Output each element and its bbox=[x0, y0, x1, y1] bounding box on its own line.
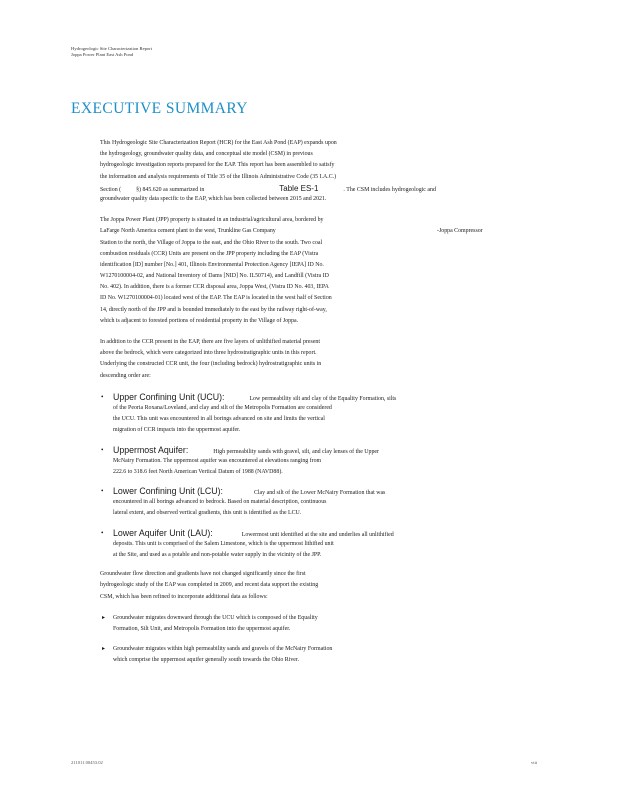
bullet-icon: • bbox=[101, 392, 104, 401]
text-line bbox=[113, 445, 500, 456]
list-item-flow-aquifer bbox=[100, 644, 500, 666]
paragraph-groundwater-flow bbox=[100, 569, 500, 603]
text-line: the information and analysis requirements of Title 35 of the Illinois Administrative Code (35 I.A.C.) bbox=[100, 173, 337, 180]
text-line: CSM, which has been refined to incorporate additional data as follows: bbox=[100, 593, 268, 600]
text-line: combustion residuals (CCR) Units are present on the JPP property including the EAP (Vistra bbox=[100, 250, 319, 257]
text-line bbox=[113, 392, 500, 403]
text-line: descending order are: bbox=[100, 372, 151, 379]
text-line: Underlying the constructed CCR unit, the four (including bedrock) hydrostratigraphic units in bbox=[100, 361, 322, 368]
paragraph-hydrostratigraphy bbox=[100, 337, 500, 382]
text-line: Station to the north, the Village of Joppa to the east, and the Ohio River to the south. Two coal bbox=[100, 239, 323, 246]
text-line: the UCU. This unit was encountered in all borings advanced on site and limits the vertical bbox=[113, 416, 325, 423]
unit-heading: Uppermost Aquifer: bbox=[113, 444, 189, 455]
flow-list bbox=[100, 613, 500, 667]
text-fragment: . The CSM includes hydrogeologic and bbox=[343, 186, 436, 193]
text-line: 14, directly north of the JPP and is bounded immediately to the east by the railway right-of-way, bbox=[100, 306, 327, 313]
header-report-title: Hydrogeologic Site Characterization Report bbox=[71, 46, 153, 51]
text-line: ID No. W1270100004-01) located west of the EAP. The EAP is located in the west half of Section bbox=[100, 295, 332, 302]
text-fragment: LaFarge North America cement plant to the west, Trunkline Gas Company bbox=[100, 228, 276, 235]
unit-list bbox=[100, 392, 500, 561]
bullet-icon: • bbox=[101, 528, 104, 537]
bullet-icon: • bbox=[101, 445, 104, 454]
table-reference-link[interactable]: Table ES-1 bbox=[279, 183, 319, 193]
list-item-lcu bbox=[100, 486, 500, 520]
running-header bbox=[71, 46, 152, 58]
text-line: Groundwater migrates downward through the UCU which is composed of the Equality bbox=[113, 614, 318, 621]
unit-heading: Upper Confining Unit (UCU): bbox=[113, 391, 225, 402]
unit-heading: Lower Confining Unit (LCU): bbox=[113, 486, 224, 497]
text-line: identification [ID] number [No.] 401, Illinois Environmental Protection Agency [IEPA] ID No. bbox=[100, 261, 324, 268]
list-item-flow-ucu bbox=[100, 613, 500, 635]
text-line: the hydrogeology, groundwater quality data, and conceptual site model (CSM) in previous bbox=[100, 151, 313, 158]
text-line: Groundwater flow direction and gradients have not changed significantly since the first bbox=[100, 571, 306, 578]
list-item-uppermost-aquifer bbox=[100, 445, 500, 479]
text-line: above the bedrock, which were categorized into three hydrostratigraphic units in this report. bbox=[100, 350, 317, 357]
text-line: hydrogeologic study of the EAP was completed in 2009, and recent data support the existing bbox=[100, 582, 319, 589]
paragraph-site-setting bbox=[100, 215, 500, 327]
text-line bbox=[100, 183, 500, 194]
text-line: No. 402). In addition, there is a former CCR disposal area, Joppa West, (Vistra ID No. 403, IEPA bbox=[100, 284, 329, 291]
section-reference: §) 845.620 as summarized in bbox=[136, 186, 205, 193]
text-line bbox=[113, 528, 500, 539]
header-site-name: Joppa Power Plant East Ash Pond bbox=[71, 52, 134, 57]
text-fragment: Low permeability silt and clay of the Equality Formation, silts bbox=[249, 395, 397, 402]
list-item-lau bbox=[100, 528, 500, 562]
text-line: which comprise the uppermost aquifer generally south towards the Ohio River. bbox=[113, 657, 300, 664]
section-label: Section ( bbox=[100, 186, 122, 193]
text-line: In addition to the CCR present in the EAP, there are five layers of unlithified material present bbox=[100, 339, 321, 345]
text-line: McNairy Formation. The uppermost aquifer was encountered at elevations ranging from bbox=[113, 457, 322, 464]
text-line: 222.6 to 318.6 feet North American Vertical Datum of 1988 (NAVD88). bbox=[113, 468, 283, 475]
unit-heading: Lower Aquifer Unit (LAU): bbox=[113, 527, 213, 538]
list-item-ucu bbox=[100, 392, 500, 437]
text-line: lateral extent, and observed vertical gradients, this unit is identified as the LCU. bbox=[113, 510, 302, 517]
bullet-icon: • bbox=[101, 487, 104, 496]
document-body bbox=[100, 138, 500, 676]
arrow-bullet-icon: ▸ bbox=[102, 646, 106, 653]
text-line: The Joppa Power Plant (JPP) property is situated in an industrial/agricultural area, bordered by bbox=[100, 217, 324, 224]
text-fragment: Lowermost unit identified at the site and underlies all unlithified bbox=[241, 531, 394, 538]
text-line bbox=[113, 486, 500, 497]
text-line: hydrogeologic investigation reports prepared for the EAP. This report has been assembled to satisfy bbox=[100, 162, 335, 169]
text-line: of the Peoria Roxana/Loveland, and clay and silt of the Metropolis Formation are considered bbox=[113, 404, 332, 411]
paragraph-introduction bbox=[100, 138, 500, 205]
text-line: deposits. This unit is comprised of the Salem Limestone, which is the uppermost lithified unit bbox=[113, 540, 334, 547]
text-fragment: High permeability sands with gravel, silt, and clay lenses of the Upper bbox=[213, 448, 379, 455]
text-line: Groundwater migrates within high permeability sands and gravels of the McNairy Formation bbox=[113, 646, 333, 653]
text-line: which is adjacent to forested portions of residential property in the Village of Joppa. bbox=[100, 317, 299, 324]
text-line: groundwater quality data specific to the EAP, which has been collected between 2015 and 2021. bbox=[100, 195, 327, 202]
text-fragment: -Joppa Compressor bbox=[437, 228, 483, 235]
text-line: migration of CCR impacts into the uppermost aquifer. bbox=[113, 427, 241, 434]
footer-project-number: 211011.00453.02 bbox=[71, 760, 103, 765]
text-line bbox=[100, 226, 500, 237]
text-line: W1270100004-02, and National Inventory of Dams [NID] No. IL50714), and Landfill (Vistra ID bbox=[100, 273, 329, 280]
text-fragment: Clay and silt of the Lower McNairy Formation that was bbox=[253, 490, 386, 497]
section-title: EXECUTIVE SUMMARY bbox=[71, 100, 248, 117]
text-line: encountered in all borings advanced to bedrock. Based on material description, continuous bbox=[113, 499, 327, 506]
arrow-bullet-icon: ▸ bbox=[102, 614, 106, 621]
text-line: This Hydrogeologic Site Characterization Report (HCR) for the East Ash Pond (EAP) expands upon bbox=[100, 140, 337, 146]
text-line: Formation, Silt Unit, and Metropolis Formation into the uppermost aquifer. bbox=[113, 625, 291, 632]
text-line: at the Site, and used as a potable and non-potable water supply in the vicinity of the JPP. bbox=[113, 552, 322, 558]
footer-page-number: viii bbox=[531, 760, 538, 765]
